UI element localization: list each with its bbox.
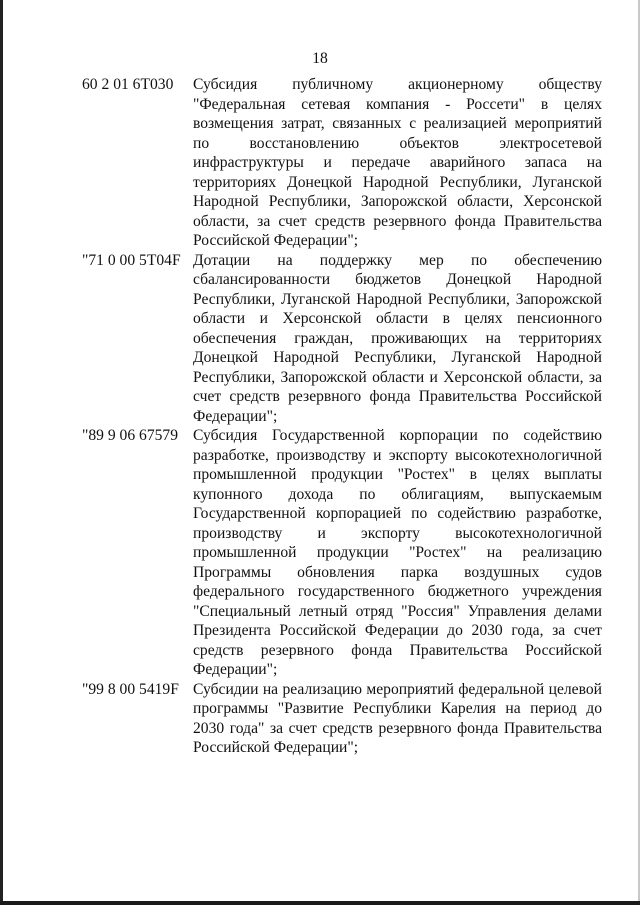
budget-code-entry (82, 75, 602, 251)
budget-code: 60 2 01 6Т030 (82, 76, 174, 93)
budget-code-list (82, 75, 602, 758)
budget-code-description: Субсидия Государственной корпорации по содействию разработке, производству и экспорту высокотехнологичной промышленной продукции "Ростех" в целях выплаты купонного дохода по облигациям, выпускаемым Государственной корпорацией по содействию разработке, производству и экспорту высокотехнологичной промышленной продукции "Ростех" на реализацию Программы обновления парка воздушных судов федерального государственного бюджетного учреждения "Специальный летный отряд "Россия" Управления делами Президента Российской Федерации до 2030 года, за счет средств резервного фонда Правительства Российской Федерации"; (193, 427, 602, 678)
page-number: 18 (312, 50, 328, 67)
budget-code-description: Дотации на поддержку мер по обеспечению сбалансированности бюджетов Донецкой Народной Республики, Луганской Народной Республики, Запорожской области и Херсонской области в целях пенсионного обеспечения граждан, проживающих на территориях Донецкой Народной Республики, Луганской Народной Республики, Запорожской области и Херсонской области, за счет средств резервного фонда Правительства Российской Федерации"; (193, 251, 602, 425)
budget-code-description: Субсидии на реализацию мероприятий федеральной целевой программы "Развитие Республики Карелия на период до 2030 года" за счет средств резервного фонда Правительства Российской Федерации"; (193, 680, 602, 756)
budget-code-description: Субсидия публичному акционерному обществу "Федеральная сетевая компания - Россети" в целях возмещения затрат, связанных с реализацией мероприятий по восстановлению объектов электросетевой инфраструктуры и передаче аварийного запаса на территориях Донецкой Народной Республики, Луганской Народной Республики, Запорожской области, Херсонской области, за счет средств резервного фонда Правительства Российской Федерации"; (193, 76, 602, 249)
scan-edge-left (0, 0, 3, 905)
budget-code-entry (82, 251, 602, 427)
scan-edge-bottom (0, 901, 640, 905)
budget-code: "89 9 06 67579 (82, 427, 179, 444)
budget-code: "99 8 00 5419F (82, 680, 179, 698)
budget-code-entry (82, 426, 602, 680)
budget-code-entry (82, 680, 602, 758)
budget-code: "71 0 00 5Т04F (82, 251, 181, 269)
